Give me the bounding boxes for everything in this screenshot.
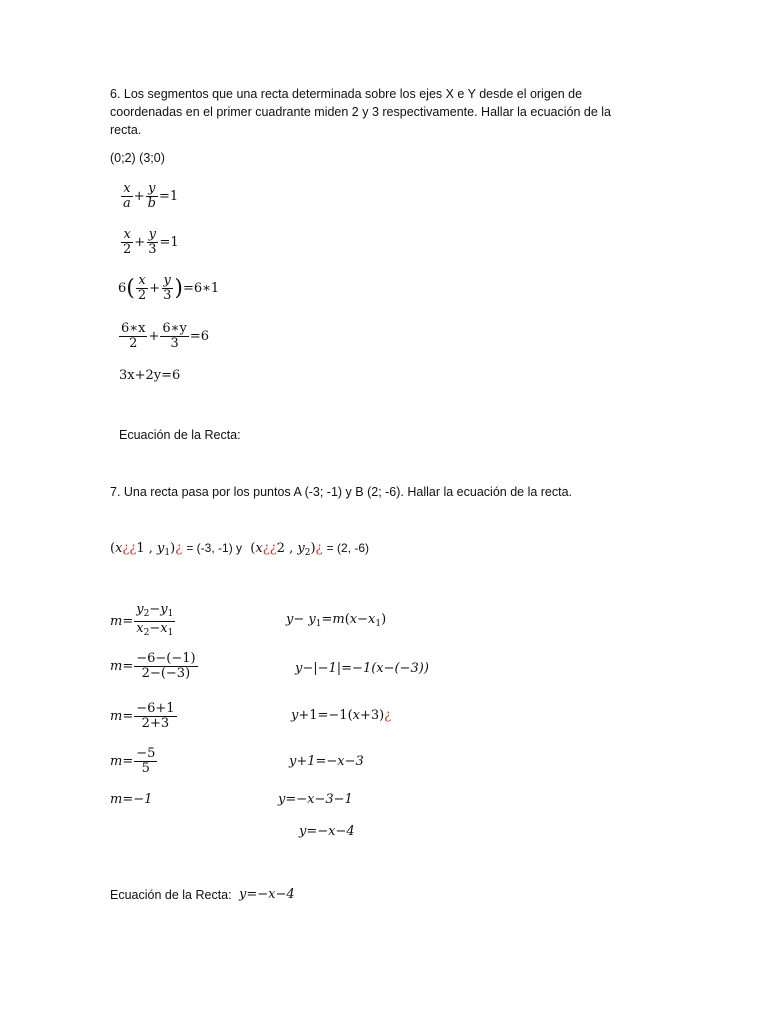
line-step-2: y−|−1|=−1(x−(−3)) — [295, 661, 429, 676]
equation-multiplied: 6( $\frac{x}{2}$ + $\frac{y}{3}$ )=6∗1 — [118, 273, 220, 303]
line-step-5: y=−x−3−1 — [278, 792, 353, 807]
equation-substituted: $\frac{x}{2}$ + $\frac{y}{3}$ =1 — [123, 227, 179, 257]
slope-result: m=−1 — [110, 792, 153, 807]
slope-step-3: m= $\frac{-6+1}{2+3}$ — [110, 701, 175, 731]
problem-6-line-1: 6. Los segmentos que una recta determinada sobre los ejes X e Y desde el origen de — [110, 87, 583, 101]
label-ecuacion-6: Ecuación de la Recta: — [119, 428, 241, 442]
line-step-4: y+1=−x−3 — [289, 754, 364, 769]
slope-formula: m= $\frac{y_2-y_1}{x_2-x_1}$ — [110, 602, 174, 638]
equation-final-6: 3x+2y=6 — [119, 368, 181, 383]
problem-7-statement: 7. Una recta pasa por los puntos A (-3; -1) y B (2; -6). Hallar la ecuación de la recta. — [110, 485, 573, 499]
slope-step-2: m= $\frac{-6-(-1)}{2-(-3)}$ — [110, 651, 196, 681]
answer-7: y=−x−4 — [239, 887, 295, 902]
point-definitions: (x¿¿1 , $y_1)¿ = (-3$, -1) y (x¿¿2 , $y_2)¿ = (2$, -6) — [110, 541, 369, 558]
label-ecuacion-7: Ecuación de la Recta: — [110, 888, 232, 902]
problem-6-line-2: coordenadas en el primer cuadrante miden 2 y 3 respectivamente. Hallar la ecuación de la — [110, 105, 611, 119]
equation-intercept-form: $\frac{x}{a}$ + $\frac{y}{b}$ =1 — [123, 181, 179, 211]
line-step-6: y=−x−4 — [299, 824, 355, 839]
line-step-3: y+1=−1(x+3)¿ — [291, 708, 392, 723]
equation-expanded: $\frac{6∗x}{2}$ + $\frac{6∗y}{3}$ =6 — [121, 321, 209, 351]
points-6: (0;2) (3;0) — [110, 151, 165, 165]
point-slope-formula: $y- y_1=m(x-x_1)$ — [286, 612, 387, 629]
problem-6-line-3: recta. — [110, 123, 142, 137]
slope-step-4: m= $\frac{-5}{5}$ — [110, 746, 156, 776]
